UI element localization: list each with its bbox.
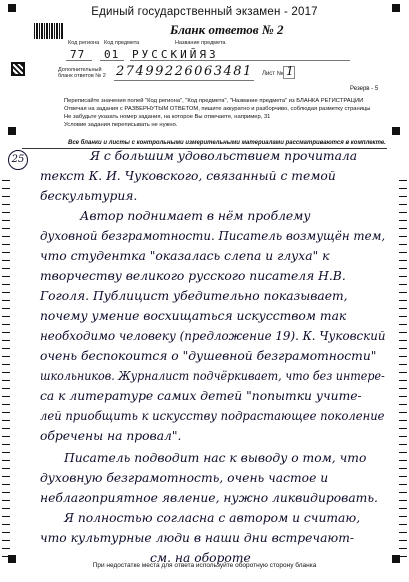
instruction-line: Не забудьте указать номер задания, на которое Вы отвечаете, например, 31: [64, 114, 271, 120]
completeness-warning: Все бланки и листы с контрольными измерительными материалами рассматриваются в комплекте.: [68, 140, 386, 146]
subject-code-label: Код предмета: [104, 40, 140, 46]
sheet-label: Лист №: [262, 71, 284, 77]
answer-line: Гоголя. Публицист убедительно показывает,: [40, 289, 348, 303]
answer-line: необходимо человеку (предложение 19). К. Чуковский: [40, 329, 386, 343]
qr-code-image: [11, 62, 25, 76]
subject-name: РУССКИЙЯЗ: [132, 48, 219, 61]
answer-line: что студентка "оказалась слепа и глуха" к: [40, 249, 330, 263]
answer-line: творчеству великого русского писателя Н.В.: [40, 269, 346, 283]
registration-mark: [392, 127, 400, 135]
exam-title: Единый государственный экзамен - 2017: [91, 6, 318, 18]
answer-line: Автор поднимает в нём проблему: [80, 209, 311, 223]
sheet-number: 1: [286, 64, 296, 78]
right-margin-ticks: [399, 180, 407, 560]
instruction-line: Условие задания переписывать не нужно.: [64, 122, 178, 128]
extra-form-number: 27499226063481: [116, 64, 253, 79]
registration-mark: [392, 4, 400, 12]
answer-line: Я с большим удовольствием прочитала: [90, 149, 358, 163]
registration-mark: [8, 4, 16, 12]
answer-line: са к литературе самих детей "попытки учите-: [40, 389, 362, 403]
instruction-line: Отвечая на задания с РАЗВЕРНУТЫМ ОТВЕТОМ, пишите аккуратно и разборчиво, соблюдая разметку страницы: [64, 106, 371, 112]
instruction-line: Переписайте значения полей "Код региона", "Код предмета", "Название предмета" из БЛАНКА РЕГИСТРАЦИИ: [64, 98, 364, 104]
answer-line: обречены на провал".: [40, 429, 182, 443]
answer-line: Писатель подводит нас к выводу о том, что: [64, 451, 367, 465]
left-margin-ticks: [2, 180, 10, 560]
answer-line: духовной безграмотности. Писатель возмущён тем,: [40, 229, 386, 243]
region-label: Код региона: [68, 40, 100, 46]
answer-line: Я полностью согласна с автором и считаю,: [64, 511, 361, 525]
region-code: 77: [70, 48, 86, 61]
answer-line: бескультурия.: [40, 189, 138, 203]
subject-code-field: [100, 60, 124, 61]
answer-line: духовную безграмотность, очень частое и: [40, 471, 329, 485]
reserve-label: Резерв - 5: [350, 86, 379, 92]
task-number: 25: [8, 150, 28, 170]
subject-name-field: [130, 60, 350, 61]
answer-line: неблагоприятное явление, нужно ликвидировать.: [40, 491, 378, 505]
answer-line: школьников. Журналист подчёркивает, что без интере-: [40, 369, 385, 383]
answer-line: что культурные люди в наши дни встречают-: [40, 531, 355, 545]
barcode-image: [34, 23, 64, 39]
subject-code: 01: [104, 48, 120, 61]
registration-mark: [8, 127, 16, 135]
extra-form-field: [114, 80, 254, 81]
answer-line: текст К. И. Чуковского, связанный с темой: [40, 169, 336, 183]
footer-note: При недостатке места для ответа используйте оборотную сторону бланка: [92, 562, 317, 569]
answer-line: лей приобщить к искусству подрастающее поколение: [40, 409, 385, 423]
answer-line: почему умение восхищаться искусством так: [40, 309, 347, 323]
subject-name-label: Название предмета: [175, 40, 226, 46]
extra-form-label: Дополнительный бланк ответов № 2: [58, 67, 106, 79]
form-title: Бланк ответов № 2: [170, 22, 284, 37]
region-code-field: [66, 60, 92, 61]
answer-line: очень беспокоится о "душевной безграмотности": [40, 349, 377, 363]
answer-line: см. на обороте: [150, 551, 251, 565]
